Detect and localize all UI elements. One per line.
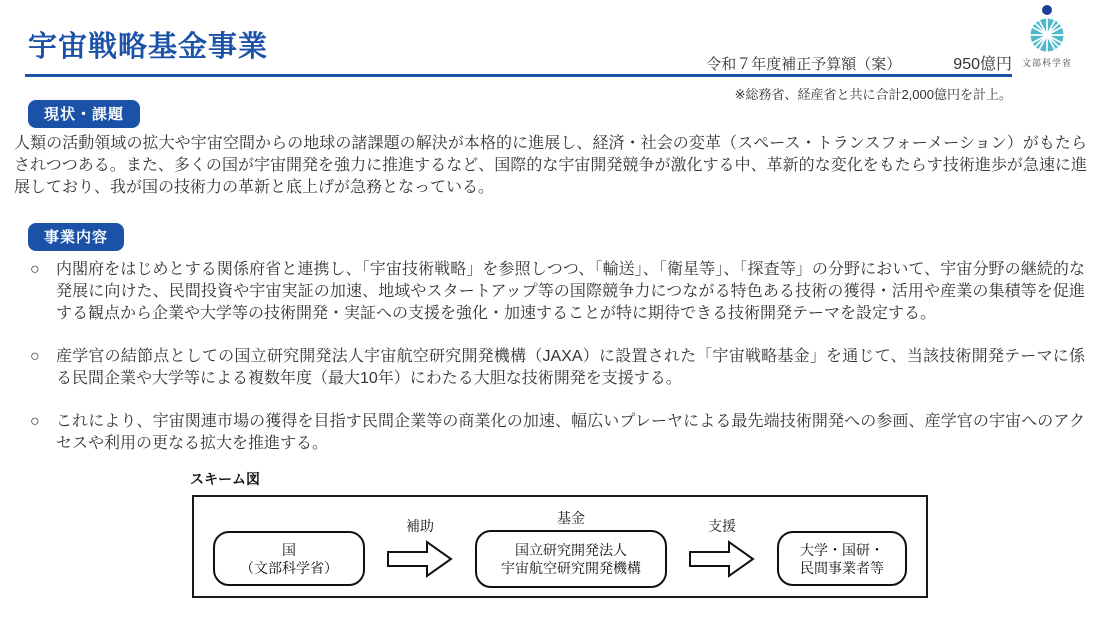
- scheme-node-government: [213, 531, 365, 586]
- scheme-node-text: 国立研究開発法人: [515, 541, 627, 558]
- list-item: [30, 346, 1085, 390]
- list-item: [30, 259, 1085, 325]
- budget-label: 令和７年度補正予算額（案）: [706, 56, 902, 73]
- scheme-arrow-subsidy: [387, 517, 453, 579]
- scheme-arrow-support: [689, 517, 755, 579]
- list-item-text: 産学官の結節点としての国立研究開発法人宇宙航空研究開発機構（JAXA）に設置された「宇宙戦略基金」を通じて、当該技術開発テーマに係る民間企業や大学等による複数年度（最大10年）にわたる大胆な技術開発を支援する。: [56, 348, 1085, 387]
- scheme-node-text: 民間事業者等: [800, 559, 884, 576]
- scheme-node-text: 国: [282, 541, 296, 558]
- scheme-diagram-title: スキーム図: [190, 471, 260, 487]
- scheme-node-universities: [777, 531, 907, 586]
- section-badge-business-content: 事業内容: [28, 223, 124, 251]
- scheme-node-jaxa: [475, 509, 667, 588]
- list-item: [30, 411, 1085, 455]
- budget-amount: 950億円: [953, 56, 1012, 73]
- scheme-node-text: 宇宙航空研究開発機構: [501, 559, 641, 576]
- circle-bullet-icon: ○: [30, 261, 40, 278]
- scheme-diagram: [192, 495, 928, 598]
- list-item-text: これにより、宇宙関連市場の獲得を目指す民間企業等の商業化の加速、幅広いプレーヤによる最先端技術開発への参画、産学官の宇宙へのアクセスや利用の更なる拡大を推進する。: [56, 413, 1085, 452]
- current-status-paragraph: 人類の活動領域の拡大や宇宙空間からの地球の諸課題の解決が本格的に進展し、経済・社会の変革（スペース・トランスフォーメーション）がもたらされつつある。また、多くの国が宇宙開発を強力に推進するなど、国際的な宇宙開発競争が激化する中、革新的な変化をもたらす技術進歩が急速に進展しており、我が国の技術力の革新と底上げが急務となっている。: [14, 135, 1087, 196]
- scheme-fund-label: 基金: [557, 509, 585, 526]
- mext-logo-label: 文部科学省: [1021, 58, 1072, 68]
- block-arrow-right-icon: [387, 539, 453, 579]
- page-title: 宇宙戦略基金事業: [28, 31, 269, 63]
- header: [0, 0, 1099, 102]
- budget-row: [706, 51, 1012, 74]
- scheme-node-text: （文部科学省）: [240, 559, 338, 576]
- scheme-node-text: 大学・国研・: [800, 541, 884, 558]
- scheme-arrow-label: 補助: [406, 517, 434, 534]
- list-item-text: 内閣府をはじめとする関係府省と連携し、「宇宙技術戦略」を参照しつつ、「輸送」、「衛星等」、「探査等」の分野において、宇宙分野の継続的な発展に向けた、民間投資や宇宙実証の加速、地域やスタートアップ等の国際競争力につながる特色ある技術の獲得・活用や産業の集積等を促進する観点から企業や大学等の技術開発・実証への支援を強化・加速することが特に期待できる技術開発テーマを設定する。: [56, 261, 1085, 322]
- circle-bullet-icon: ○: [30, 348, 40, 365]
- header-divider: [25, 74, 1012, 77]
- scheme-arrow-label: 支援: [708, 517, 736, 534]
- budget-note: ※総務省、経産省と共に合計2,000億円を計上。: [734, 87, 1012, 102]
- block-arrow-right-icon: [689, 539, 755, 579]
- mext-ministry-logo: [1019, 4, 1075, 69]
- circle-bullet-icon: ○: [30, 413, 40, 430]
- mext-emblem-icon: [1025, 4, 1069, 54]
- business-content-list: [30, 259, 1085, 455]
- section-badge-current-status: 現状・課題: [28, 100, 140, 128]
